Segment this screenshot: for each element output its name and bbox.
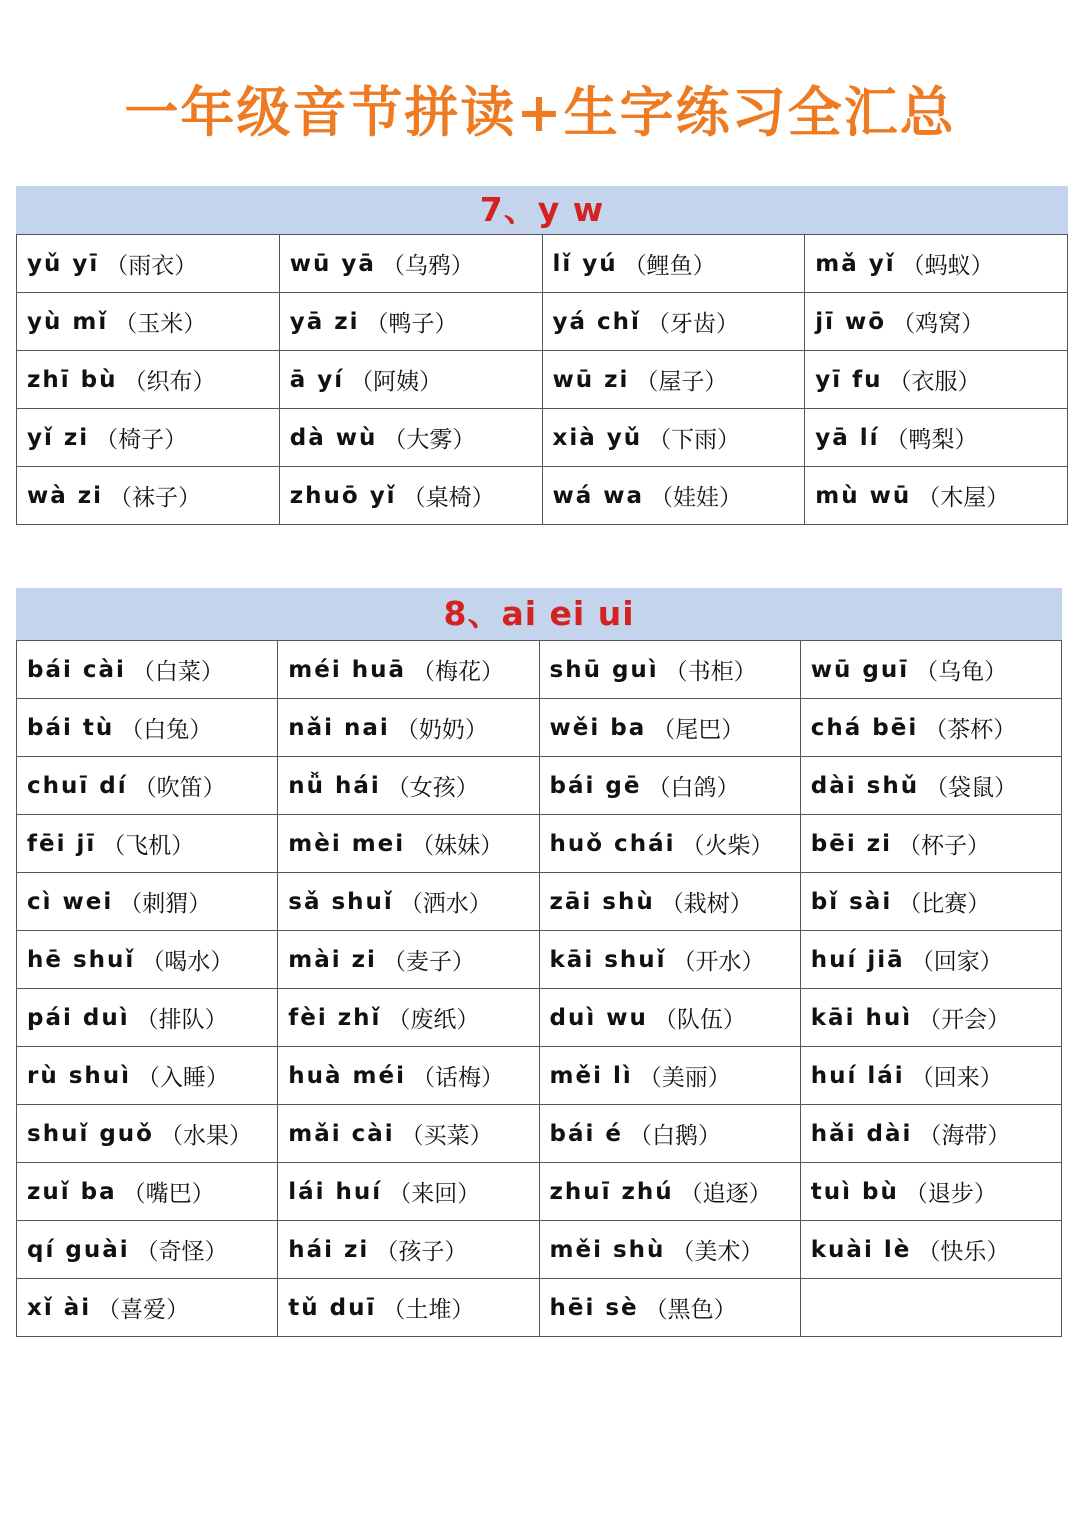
hanzi-text: （椅子）: [95, 427, 188, 453]
pinyin-text: yá chǐ: [552, 308, 641, 335]
pinyin-text: hē shuǐ: [27, 946, 136, 973]
table-cell: [543, 235, 806, 293]
hanzi-text: （来回）: [388, 1181, 481, 1207]
table-cell: [278, 641, 539, 699]
hanzi-text: （刺猬）: [119, 891, 212, 917]
table-cell: [280, 467, 543, 525]
hanzi-text: （开水）: [672, 949, 765, 975]
hanzi-text: （喜爱）: [97, 1297, 190, 1323]
pinyin-text: ā yí: [289, 366, 345, 393]
table-cell: [540, 1221, 801, 1279]
hanzi-text: （织布）: [123, 369, 216, 395]
table-cell: [17, 989, 278, 1047]
hanzi-text: （火柴）: [681, 833, 774, 859]
pinyin-text: fèi zhǐ: [288, 1004, 382, 1031]
pinyin-text: yù mǐ: [27, 308, 109, 335]
pinyin-text: mǎ yǐ: [815, 250, 896, 277]
hanzi-text: （娃娃）: [650, 485, 743, 511]
pinyin-text: zuǐ ba: [27, 1178, 117, 1205]
pinyin-text: dà wù: [289, 424, 378, 451]
pinyin-text: tuì bù: [810, 1178, 899, 1205]
pinyin-text: mǎi cài: [288, 1120, 395, 1147]
pinyin-text: wěi ba: [549, 714, 647, 741]
table-cell: [278, 815, 539, 873]
pinyin-text: xià yǔ: [552, 424, 643, 451]
table-cell: [801, 873, 1062, 931]
hanzi-text: （袜子）: [109, 485, 202, 511]
table-cell: [278, 931, 539, 989]
hanzi-text: （书柜）: [664, 659, 757, 685]
pinyin-text: nǎi nai: [288, 714, 390, 741]
table-cell: [801, 1221, 1062, 1279]
pinyin-text: duì wu: [549, 1004, 648, 1031]
hanzi-text: （衣服）: [888, 369, 981, 395]
table-cell: [17, 1163, 278, 1221]
hanzi-text: （飞机）: [102, 833, 195, 859]
table-cell: [278, 1163, 539, 1221]
pinyin-text: sǎ shuǐ: [288, 888, 394, 915]
table-cell: [543, 409, 806, 467]
hanzi-text: （奶奶）: [395, 717, 488, 743]
hanzi-text: （白菜）: [131, 659, 224, 685]
table-cell: [17, 873, 278, 931]
table-cell: [278, 1221, 539, 1279]
hanzi-text: （鲤鱼）: [623, 253, 716, 279]
table-cell: [805, 409, 1068, 467]
table-cell: [801, 699, 1062, 757]
hanzi-text: （大雾）: [383, 427, 476, 453]
hanzi-text: （奇怪）: [135, 1239, 228, 1265]
pinyin-text: xǐ ài: [27, 1294, 92, 1321]
table-cell: [17, 1221, 278, 1279]
pinyin-text: měi shù: [549, 1236, 666, 1263]
hanzi-text: （牙齿）: [646, 311, 739, 337]
hanzi-text: （白鹅）: [628, 1123, 721, 1149]
pinyin-text: wū zi: [552, 366, 630, 393]
hanzi-text: （下雨）: [648, 427, 741, 453]
pinyin-text: bái gē: [549, 772, 642, 799]
hanzi-text: （废纸）: [387, 1007, 480, 1033]
hanzi-text: （雨衣）: [105, 253, 198, 279]
hanzi-text: （鸡窝）: [892, 311, 985, 337]
table-cell: [543, 293, 806, 351]
section-heading: 8、ai ei ui: [16, 588, 1062, 640]
pinyin-text: tǔ duī: [288, 1294, 377, 1321]
pinyin-text: wá wa: [552, 482, 645, 509]
pinyin-text: kāi shuǐ: [549, 946, 667, 973]
pinyin-text: hái zi: [288, 1236, 370, 1263]
hanzi-text: （乌龟）: [915, 659, 1008, 685]
table-cell: [801, 1279, 1062, 1337]
hanzi-text: （尾巴）: [652, 717, 745, 743]
hanzi-text: （买菜）: [400, 1123, 493, 1149]
table-cell: [540, 1163, 801, 1221]
table-cell: [17, 1105, 278, 1163]
hanzi-text: （梅花）: [411, 659, 504, 685]
hanzi-text: （喝水）: [141, 949, 234, 975]
pinyin-text: yī fu: [815, 366, 883, 393]
table-cell: [540, 641, 801, 699]
hanzi-text: （话梅）: [411, 1065, 504, 1091]
hanzi-text: （麦子）: [382, 949, 475, 975]
section-yw: [16, 186, 1068, 525]
hanzi-text: （水果）: [159, 1123, 252, 1149]
pinyin-text: chá bēi: [810, 714, 919, 741]
table-cell: [280, 409, 543, 467]
hanzi-text: （嘴巴）: [122, 1181, 215, 1207]
pinyin-text: rù shuì: [27, 1062, 132, 1089]
pinyin-text: mèi mei: [288, 830, 406, 857]
table-cell: [540, 873, 801, 931]
table-cell: [540, 1105, 801, 1163]
pinyin-text: zhuō yǐ: [289, 482, 397, 509]
hanzi-text: （屋子）: [635, 369, 728, 395]
hanzi-text: （追逐）: [679, 1181, 772, 1207]
hanzi-text: （木屋）: [917, 485, 1010, 511]
table-cell: [543, 351, 806, 409]
pinyin-text: lái huí: [288, 1178, 383, 1205]
hanzi-text: （鸭梨）: [885, 427, 978, 453]
pinyin-text: chuī dí: [27, 772, 128, 799]
pinyin-text: huǒ chái: [549, 830, 676, 857]
table-cell: [540, 1279, 801, 1337]
table-cell: [540, 989, 801, 1047]
pinyin-text: yǐ zi: [27, 424, 90, 451]
hanzi-text: （开会）: [918, 1007, 1011, 1033]
pinyin-text: huí lái: [810, 1062, 905, 1089]
pinyin-text: bái cài: [27, 656, 126, 683]
pinyin-text: shū guì: [549, 656, 659, 683]
word-table: [16, 234, 1068, 525]
hanzi-text: （白兔）: [120, 717, 213, 743]
pinyin-text: bǐ sài: [810, 888, 893, 915]
table-cell: [17, 815, 278, 873]
hanzi-text: （快乐）: [917, 1239, 1010, 1265]
hanzi-text: （蚂蚁）: [901, 253, 994, 279]
table-cell: [801, 989, 1062, 1047]
table-cell: [543, 467, 806, 525]
hanzi-text: （队伍）: [653, 1007, 746, 1033]
table-cell: [278, 873, 539, 931]
table-cell: [801, 1105, 1062, 1163]
table-cell: [540, 1047, 801, 1105]
table-cell: [17, 293, 280, 351]
table-cell: [801, 815, 1062, 873]
hanzi-text: （妹妹）: [411, 833, 504, 859]
pinyin-text: huí jiā: [810, 946, 905, 973]
hanzi-text: （回来）: [910, 1065, 1003, 1091]
pinyin-text: dài shǔ: [810, 772, 920, 799]
hanzi-text: （入睡）: [137, 1065, 230, 1091]
table-cell: [17, 409, 280, 467]
table-cell: [805, 293, 1068, 351]
pinyin-text: zhī bù: [27, 366, 118, 393]
hanzi-text: （海带）: [918, 1123, 1011, 1149]
pinyin-text: hǎi dài: [810, 1120, 913, 1147]
table-cell: [278, 699, 539, 757]
pinyin-text: zāi shù: [549, 888, 655, 915]
pinyin-text: wà zi: [27, 482, 104, 509]
pinyin-text: zhuī zhú: [549, 1178, 674, 1205]
pinyin-text: shuǐ guǒ: [27, 1120, 154, 1147]
hanzi-text: （杯子）: [897, 833, 990, 859]
hanzi-text: （乌鸦）: [381, 253, 474, 279]
pinyin-text: mù wū: [815, 482, 912, 509]
page-title: 一年级音节拼读+生字练习全汇总: [124, 80, 956, 144]
hanzi-text: （白鸽）: [647, 775, 740, 801]
table-cell: [17, 757, 278, 815]
hanzi-text: （土堆）: [382, 1297, 475, 1323]
hanzi-text: （孩子）: [375, 1239, 468, 1265]
pinyin-text: bái tù: [27, 714, 115, 741]
section-ai-ei-ui: [16, 588, 1062, 1337]
table-cell: [17, 467, 280, 525]
hanzi-text: （阿姨）: [350, 369, 443, 395]
table-cell: [801, 1163, 1062, 1221]
pinyin-text: lǐ yú: [552, 250, 618, 277]
table-cell: [278, 1279, 539, 1337]
pinyin-text: nǚ hái: [288, 772, 381, 799]
table-cell: [17, 1047, 278, 1105]
hanzi-text: （茶杯）: [924, 717, 1017, 743]
hanzi-text: （美术）: [671, 1239, 764, 1265]
table-cell: [801, 931, 1062, 989]
table-cell: [805, 467, 1068, 525]
pinyin-text: bēi zi: [810, 830, 892, 857]
hanzi-text: （比赛）: [898, 891, 991, 917]
pinyin-text: kāi huì: [810, 1004, 913, 1031]
hanzi-text: （黑色）: [644, 1297, 737, 1323]
hanzi-text: （栽树）: [660, 891, 753, 917]
table-cell: [805, 235, 1068, 293]
word-table: [16, 640, 1062, 1337]
table-cell: [540, 931, 801, 989]
hanzi-text: （排队）: [135, 1007, 228, 1033]
pinyin-text: wū guī: [810, 656, 910, 683]
table-cell: [17, 931, 278, 989]
table-cell: [540, 699, 801, 757]
table-cell: [540, 815, 801, 873]
table-cell: [17, 1279, 278, 1337]
table-cell: [801, 757, 1062, 815]
table-cell: [801, 641, 1062, 699]
pinyin-text: bái é: [549, 1120, 623, 1147]
pinyin-text: yā lí: [815, 424, 880, 451]
table-cell: [17, 699, 278, 757]
hanzi-text: （女孩）: [386, 775, 479, 801]
pinyin-text: cì wei: [27, 888, 114, 915]
table-cell: [278, 1047, 539, 1105]
pinyin-text: jī wō: [815, 308, 887, 335]
table-cell: [278, 757, 539, 815]
pinyin-text: fēi jī: [27, 830, 97, 857]
pinyin-text: qí guài: [27, 1236, 130, 1263]
pinyin-text: wū yā: [289, 250, 376, 277]
table-cell: [280, 351, 543, 409]
pinyin-text: mài zi: [288, 946, 377, 973]
table-cell: [17, 235, 280, 293]
hanzi-text: （洒水）: [399, 891, 492, 917]
pinyin-text: yā zi: [289, 308, 360, 335]
table-cell: [278, 989, 539, 1047]
pinyin-text: pái duì: [27, 1004, 130, 1031]
hanzi-text: （玉米）: [114, 311, 207, 337]
hanzi-text: （吹笛）: [133, 775, 226, 801]
hanzi-text: （鸭子）: [365, 311, 458, 337]
hanzi-text: （美丽）: [638, 1065, 731, 1091]
pinyin-text: kuài lè: [810, 1236, 912, 1263]
table-cell: [278, 1105, 539, 1163]
table-cell: [801, 1047, 1062, 1105]
pinyin-text: hēi sè: [549, 1294, 639, 1321]
table-cell: [805, 351, 1068, 409]
table-cell: [17, 351, 280, 409]
pinyin-text: yǔ yī: [27, 250, 100, 277]
hanzi-text: （回家）: [910, 949, 1003, 975]
table-cell: [280, 293, 543, 351]
hanzi-text: （袋鼠）: [925, 775, 1018, 801]
table-cell: [540, 757, 801, 815]
pinyin-text: měi lì: [549, 1062, 633, 1089]
pinyin-text: huà méi: [288, 1062, 406, 1089]
section-heading: 7、y w: [16, 186, 1068, 234]
hanzi-text: （桌椅）: [402, 485, 495, 511]
table-cell: [17, 641, 278, 699]
table-cell: [280, 235, 543, 293]
hanzi-text: （退步）: [904, 1181, 997, 1207]
pinyin-text: méi huā: [288, 656, 406, 683]
